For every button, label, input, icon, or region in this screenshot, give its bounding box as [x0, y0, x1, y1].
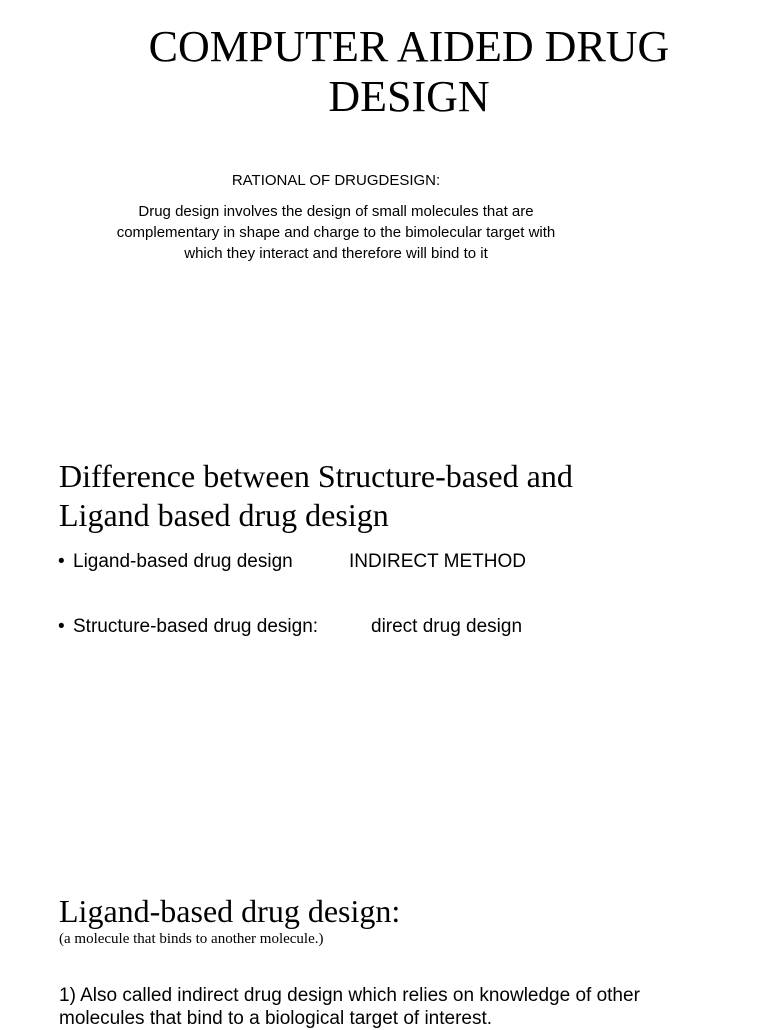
bullet-term: Ligand-based drug design	[73, 551, 293, 572]
bullet-marker: •	[58, 616, 65, 637]
bullet-description: direct drug design	[371, 616, 523, 637]
slide1-title-line2: DESIGN	[328, 72, 490, 121]
slide3-point-line2: molecules that bind to a biological target of interest.	[59, 1008, 493, 1029]
slide1-body-text	[0, 201, 672, 264]
bullet-term: Structure-based drug design:	[73, 616, 319, 637]
slide3-title: Ligand-based drug design:	[59, 893, 401, 929]
slide1-body-line2: complementary in shape and charge to the bimolecular target with	[116, 224, 556, 241]
slide3-point-line1: 1) Also called indirect drug design which relies on knowledge of other	[59, 985, 640, 1006]
slide1-subheading: RATIONAL OF DRUGDESIGN:	[231, 172, 441, 189]
slide2-title-line2: Ligand based drug design	[59, 497, 389, 533]
slide3-subtitle: (a molecule that binds to another molecule.)	[59, 931, 324, 947]
slide3-point	[59, 984, 640, 1030]
slide1-body-line1: Drug design involves the design of small molecules that are	[138, 203, 534, 220]
slide1-title-line1: COMPUTER AIDED DRUG	[148, 22, 670, 71]
slide2-title-line1: Difference between Structure-based and	[59, 458, 573, 494]
bullet-description: INDIRECT METHOD	[349, 551, 526, 572]
slide1-body-line3: which they interact and therefore will bind to it	[184, 245, 488, 262]
bullet-marker: •	[58, 551, 65, 572]
slide2-title	[59, 457, 573, 535]
slide1-title	[0, 22, 768, 122]
